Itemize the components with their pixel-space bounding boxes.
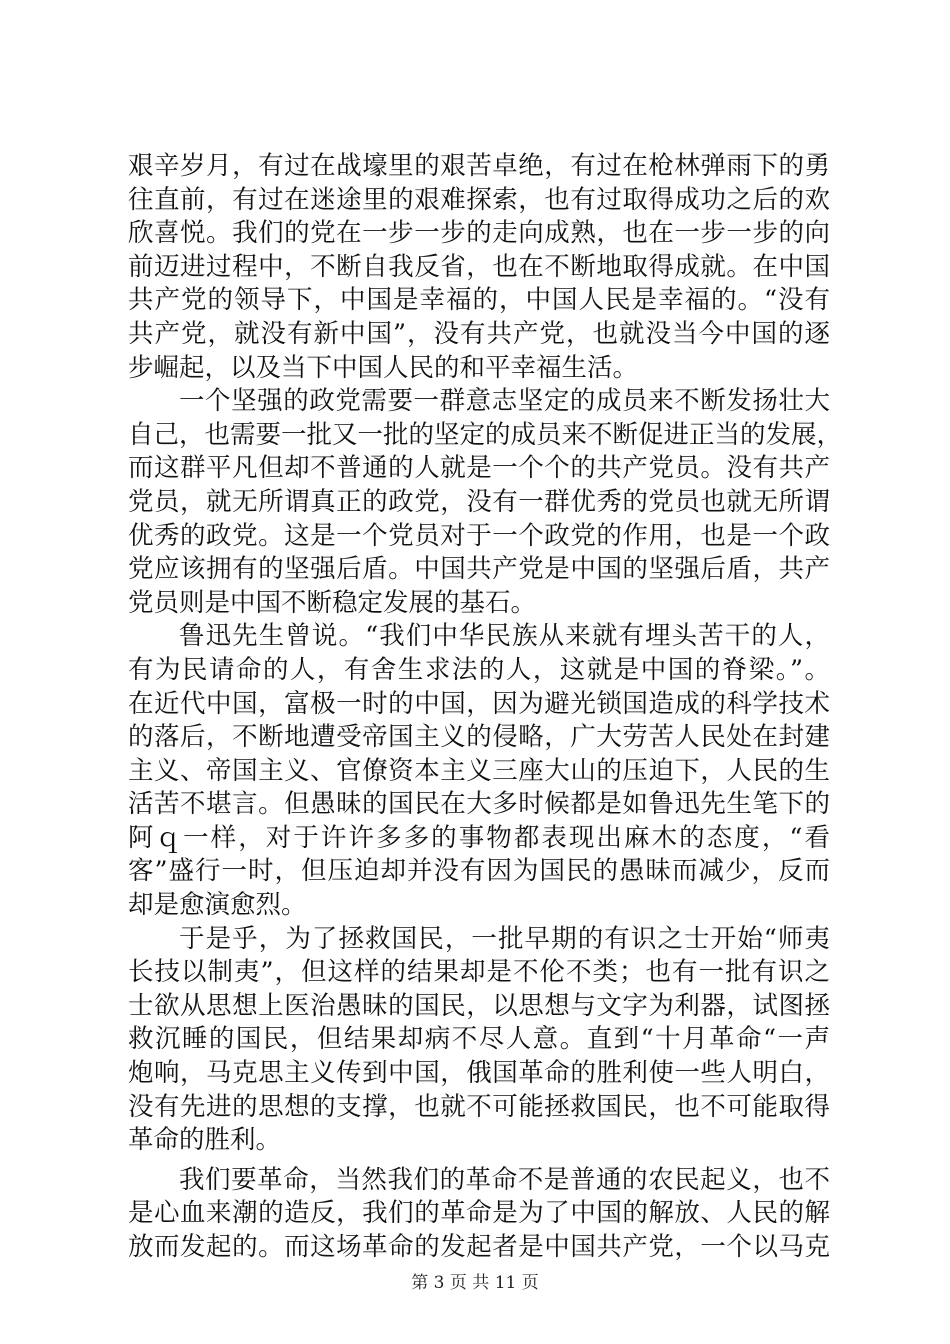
page-footer [0, 1272, 950, 1294]
text-line: 救沉睡的国民，但结果却病不尽人意。直到“十月革命“一声 [128, 1024, 830, 1055]
text-line: 士欲从思想上医治愚昧的国民，以思想与文字为利器，试图拯 [128, 990, 830, 1021]
body-text [128, 150, 843, 1265]
text-line: 阿ｑ一样，对于许许多多的事物都表现出麻木的态度，“看 [128, 822, 830, 853]
text-line: 共产党的领导下，中国是幸福的，中国人民是幸福的。“没有 [128, 285, 830, 316]
text-line: 欣喜悦。我们的党在一步一步的走向成熟，也在一步一步的向 [128, 218, 830, 249]
text-line: 却是愈演愈烈。 [128, 890, 307, 921]
text-line: 没有先进的思想的支撑，也就不可能拯救国民，也不可能取得 [128, 1091, 830, 1122]
text-line: 炮响，马克思主义传到中国，俄国革命的胜利使一些人明白， [128, 1058, 830, 1089]
text-line: 党员则是中国不断稳定发展的基石。 [128, 587, 537, 618]
text-line: 革命的胜利。 [128, 1125, 282, 1156]
text-line: 的落后，不断地遭受帝国主义的侵略，广大劳苦人民处在封建 [128, 722, 830, 753]
text-line: 而这群平凡但却不普通的人就是一个个的共产党员。没有共产 [128, 453, 830, 484]
text-line: 放而发起的。而这场革命的发起者是中国共产党，一个以马克 [128, 1232, 830, 1262]
text-line: 有为民请命的人，有舍生求法的人，这就是中国的脊梁。”。 [128, 654, 830, 685]
text-line: 艰辛岁月，有过在战壕里的艰苦卓绝，有过在枪林弹雨下的勇 [128, 151, 830, 181]
text-line: 往直前，有过在迷途里的艰难探索，也有过取得成功之后的欢 [128, 184, 830, 215]
text-line: 活苦不堪言。但愚昧的国民在大多时候都是如鲁迅先生笔下的 [128, 789, 830, 820]
text-line: 是心血来潮的造反，我们的革命是为了中国的解放、人民的解 [128, 1198, 830, 1229]
text-line: 客”盛行一时，但压迫却并没有因为国民的愚昧而减少，反而 [128, 856, 830, 887]
text-line: 长技以制夷”，但这样的结果却是不伦不类；也有一批有识之 [128, 957, 830, 988]
page-number-label: 第 3 页 共 11 页 [411, 1273, 539, 1293]
text-line: 优秀的政党。这是一个党员对于一个政党的作用，也是一个政 [128, 520, 830, 551]
text-line: 步崛起，以及当下中国人民的和平幸福生活。 [128, 352, 639, 383]
text-line: 主义、帝国主义、官僚资本主义三座大山的压迫下，人民的生 [128, 755, 830, 786]
text-line: 党应该拥有的坚强后盾。中国共产党是中国的坚强后盾，共产 [128, 554, 830, 585]
text-line: 党员，就无所谓真正的政党，没有一群优秀的党员也就无所谓 [128, 486, 830, 517]
text-line: 鲁迅先生曾说。“我们中华民族从来就有埋头苦干的人， [179, 621, 830, 652]
text-line: 我们要革命，当然我们的革命不是普通的农民起义，也不 [179, 1164, 830, 1195]
text-line: 一个坚强的政党需要一群意志坚定的成员来不断发扬壮大 [179, 386, 830, 417]
text-line: 前迈进过程中，不断自我反省，也在不断地取得成就。在中国 [128, 251, 830, 282]
text-line: 在近代中国，富极一时的中国，因为避光锁国造成的科学技术 [128, 688, 830, 719]
text-line: 于是乎，为了拯救国民，一批早期的有识之士开始“师夷 [179, 923, 830, 954]
text-line: 自己，也需要一批又一批的坚定的成员来不断促进正当的发展， [128, 419, 843, 450]
text-line: 共产党，就没有新中国”，没有共产党，也就没当今中国的逐 [128, 318, 830, 349]
